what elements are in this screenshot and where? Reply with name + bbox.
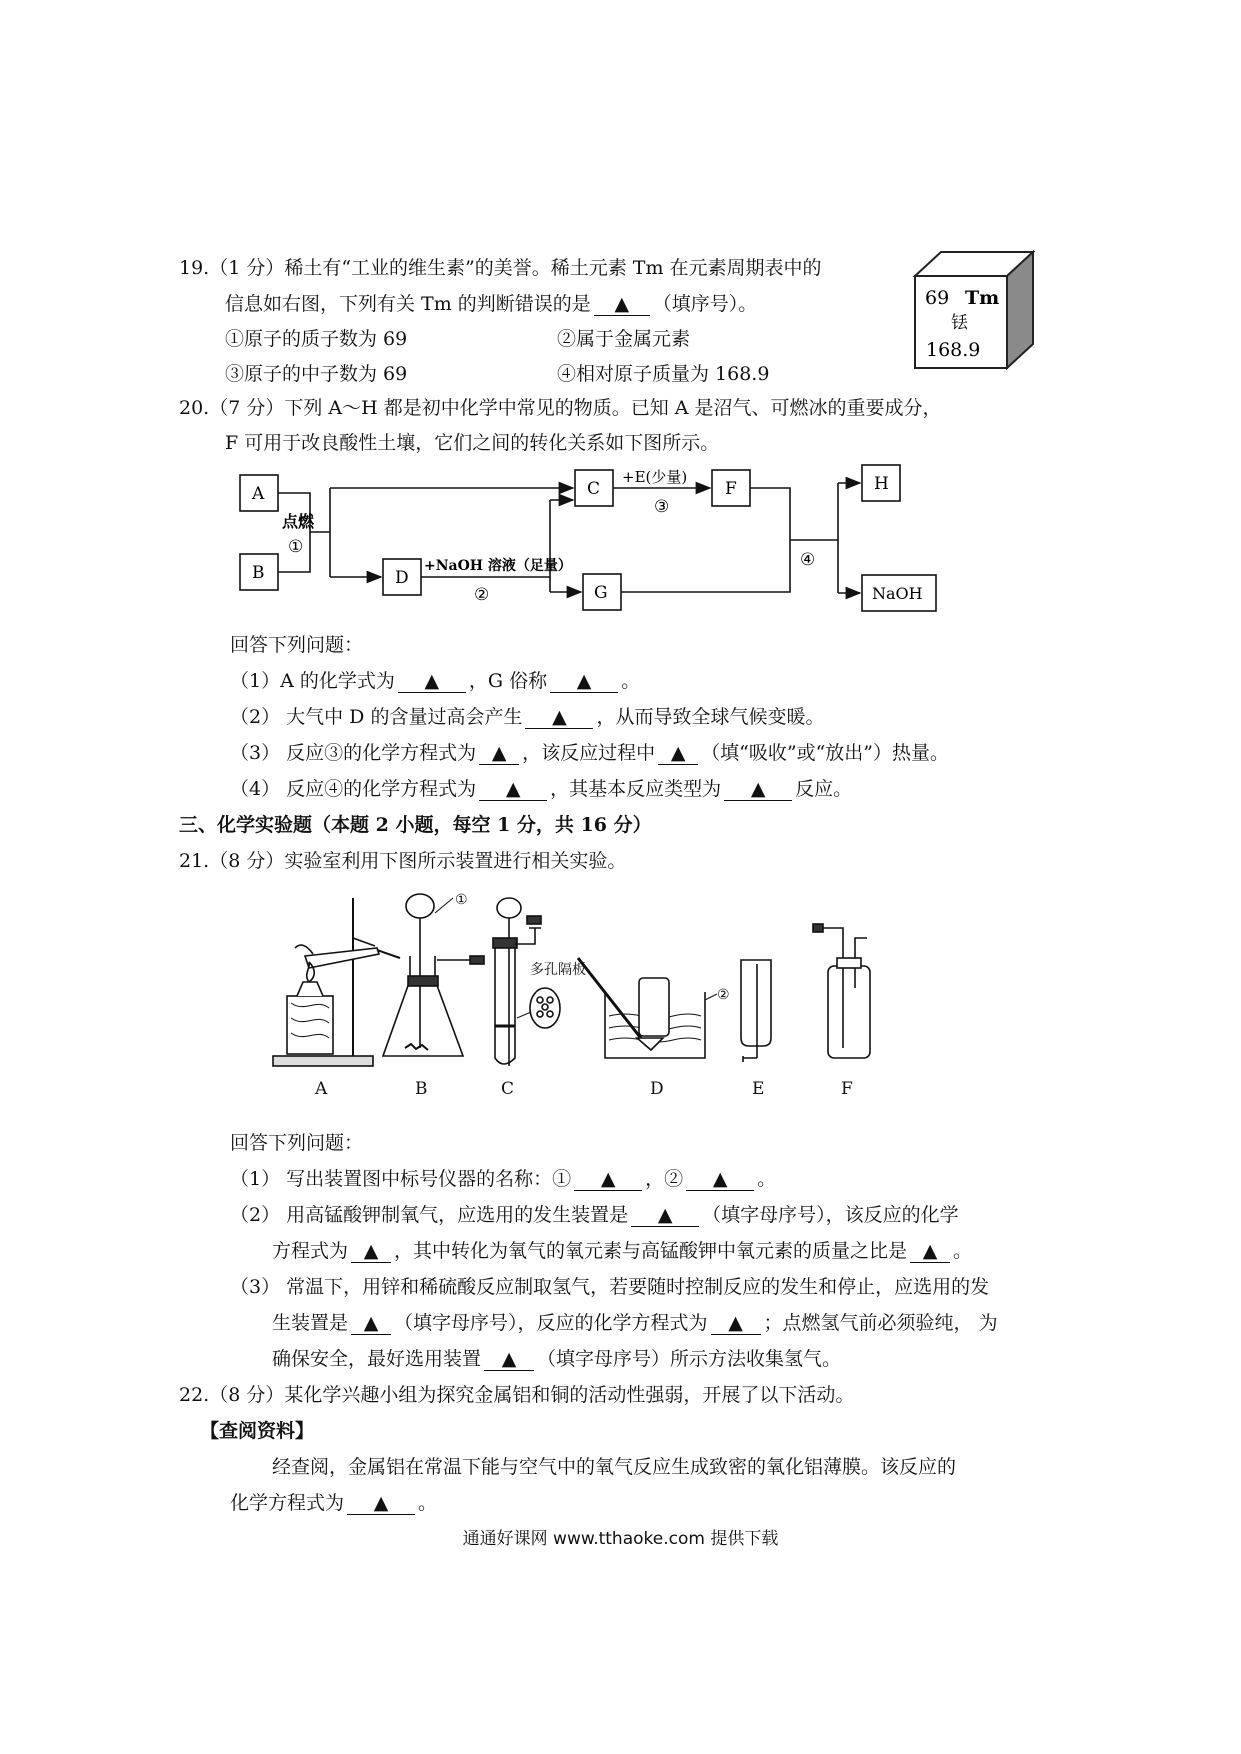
q20-sub1: （1）A 的化学式为 ▲ ，G 俗称 ▲ 。 bbox=[230, 670, 641, 692]
answer-blank[interactable]: ▲ bbox=[479, 742, 519, 765]
svg-text:B: B bbox=[252, 563, 265, 583]
answer-blank[interactable]: ▲ bbox=[525, 706, 593, 729]
element-number: 69 bbox=[925, 287, 950, 309]
svg-text:A: A bbox=[315, 1079, 328, 1098]
answer-blank[interactable]: ▲ bbox=[398, 670, 466, 693]
apparatus-f bbox=[813, 924, 870, 1058]
apparatus-e bbox=[741, 960, 771, 1062]
svg-text:+NaOH 溶液（足量）: +NaOH 溶液（足量） bbox=[424, 558, 572, 574]
answer-blank[interactable]: ▲ bbox=[351, 1240, 391, 1263]
svg-text:B: B bbox=[415, 1079, 428, 1098]
q22-paragraph-line1: 经查阅，金属铝在常温下能与空气中的氧气反应生成致密的氧化铝薄膜。该反应的 bbox=[272, 1456, 957, 1478]
q19-option-3: ③原子的中子数为 69 bbox=[225, 363, 408, 385]
q21-sub2-line1: （2） 用高锰酸钾制氧气，应选用的发生装置是 ▲ （填字母序号），该反应的化学 bbox=[230, 1204, 959, 1226]
answer-blank[interactable]: ▲ bbox=[658, 742, 698, 765]
apparatus-figure bbox=[265, 888, 985, 1098]
svg-text:①: ① bbox=[288, 537, 304, 557]
svg-text:C: C bbox=[587, 479, 601, 499]
answer-blank[interactable]: ▲ bbox=[686, 1168, 754, 1191]
q20-sub3: （3） 反应③的化学方程式为 ▲ ，该反应过程中 ▲ （填“吸收”或“放出”）热量。 bbox=[230, 742, 950, 764]
element-cell bbox=[905, 248, 1045, 372]
svg-text:F: F bbox=[725, 479, 737, 499]
svg-text:E: E bbox=[752, 1079, 765, 1098]
q21-line1: 21.（8 分）实验室利用下图所示装置进行相关实验。 bbox=[179, 850, 627, 872]
q20-answer-intro: 回答下列问题： bbox=[230, 634, 364, 656]
q20-sub4: （4） 反应④的化学方程式为 ▲ ，其基本反应类型为 ▲ 反应。 bbox=[230, 778, 853, 800]
answer-blank[interactable]: ▲ bbox=[594, 293, 650, 316]
answer-blank[interactable]: ▲ bbox=[479, 778, 547, 801]
q22-line1: 22.（8 分）某化学兴趣小组为探究金属铝和铜的活动性强弱，开展了以下活动。 bbox=[179, 1384, 855, 1406]
element-name: 铥 bbox=[951, 313, 968, 333]
q19-option-1: ①原子的质子数为 69 bbox=[225, 328, 408, 350]
svg-text:D: D bbox=[395, 568, 409, 588]
q19-line1: 19.（1 分）稀土有“工业的维生素”的美誉。稀土元素 Tm 在元素周期表中的 bbox=[179, 257, 822, 279]
svg-text:G: G bbox=[594, 583, 608, 603]
q19-option-4: ④相对原子质量为 168.9 bbox=[557, 363, 770, 385]
answer-blank[interactable]: ▲ bbox=[484, 1348, 534, 1371]
answer-blank[interactable]: ▲ bbox=[550, 670, 618, 693]
svg-text:②: ② bbox=[474, 585, 490, 605]
svg-text:③: ③ bbox=[654, 497, 670, 517]
svg-text:①: ① bbox=[455, 892, 468, 908]
svg-text:F: F bbox=[841, 1079, 853, 1098]
q21-sub3-line2: 生装置是 ▲ （填字母序号），反应的化学方程式为 ▲ ；点燃氢气前必须验纯， 为 bbox=[272, 1312, 998, 1334]
element-symbol: Tm bbox=[965, 287, 1000, 309]
q20-line2: F 可用于改良酸性土壤，它们之间的转化关系如下图所示。 bbox=[225, 432, 720, 454]
element-mass: 168.9 bbox=[926, 339, 981, 361]
q19-option-2: ②属于金属元素 bbox=[557, 328, 691, 350]
svg-text:H: H bbox=[874, 474, 889, 494]
apparatus-c bbox=[493, 898, 586, 1066]
q21-sub3-line3: 确保安全，最好选用装置 ▲ （填字母序号）所示方法收集氢气。 bbox=[272, 1348, 842, 1370]
answer-blank[interactable]: ▲ bbox=[347, 1492, 415, 1515]
svg-text:②: ② bbox=[717, 987, 730, 1003]
section-heading: 三、化学实验题（本题 2 小题，每空 1 分，共 16 分） bbox=[179, 814, 652, 836]
svg-text:D: D bbox=[650, 1079, 664, 1098]
answer-blank[interactable]: ▲ bbox=[631, 1204, 699, 1227]
page-footer: 通通好课网 www.tthaoke.com 提供下载 bbox=[462, 1529, 779, 1549]
q22-heading: 【查阅资料】 bbox=[200, 1420, 315, 1442]
answer-blank[interactable]: ▲ bbox=[351, 1312, 391, 1335]
answer-blank[interactable]: ▲ bbox=[574, 1168, 642, 1191]
apparatus-a bbox=[273, 898, 400, 1066]
svg-text:④: ④ bbox=[800, 550, 816, 570]
q21-answer-intro: 回答下列问题： bbox=[230, 1132, 364, 1154]
svg-text:+E(少量): +E(少量) bbox=[622, 468, 688, 486]
svg-text:A: A bbox=[252, 484, 265, 504]
answer-blank[interactable]: ▲ bbox=[711, 1312, 761, 1335]
svg-text:NaOH: NaOH bbox=[872, 584, 923, 603]
conversion-diagram bbox=[230, 460, 950, 620]
apparatus-d bbox=[578, 958, 730, 1058]
q22-paragraph-line2: 化学方程式为 ▲ 。 bbox=[230, 1492, 438, 1514]
q19-line2: 信息如右图，下列有关 Tm 的判断错误的是 ▲ （填序号）。 bbox=[225, 293, 758, 315]
answer-blank[interactable]: ▲ bbox=[724, 778, 792, 801]
q21-sub1: （1） 写出装置图中标号仪器的名称：① ▲ ，② ▲ 。 bbox=[230, 1168, 777, 1190]
q21-sub2-line2: 方程式为 ▲ ，其中转化为氧气的氧元素与高锰酸钾中氧元素的质量之比是 ▲ 。 bbox=[272, 1240, 973, 1262]
svg-text:多孔隔板: 多孔隔板 bbox=[530, 962, 586, 978]
q20-line1: 20.（7 分）下列 A～H 都是初中化学中常见的物质。已知 A 是沼气、可燃冰的重要成分， bbox=[179, 397, 942, 419]
q21-sub3-line1: （3） 常温下，用锌和稀硫酸反应制取氢气，若要随时控制反应的发生和停止，应选用的发 bbox=[230, 1276, 990, 1298]
answer-blank[interactable]: ▲ bbox=[910, 1240, 950, 1263]
svg-text:点燃: 点燃 bbox=[282, 512, 315, 531]
svg-text:C: C bbox=[501, 1079, 515, 1098]
q20-sub2: （2） 大气中 D 的含量过高会产生 ▲ ，从而导致全球气候变暖。 bbox=[230, 706, 825, 728]
apparatus-b bbox=[383, 892, 484, 1056]
